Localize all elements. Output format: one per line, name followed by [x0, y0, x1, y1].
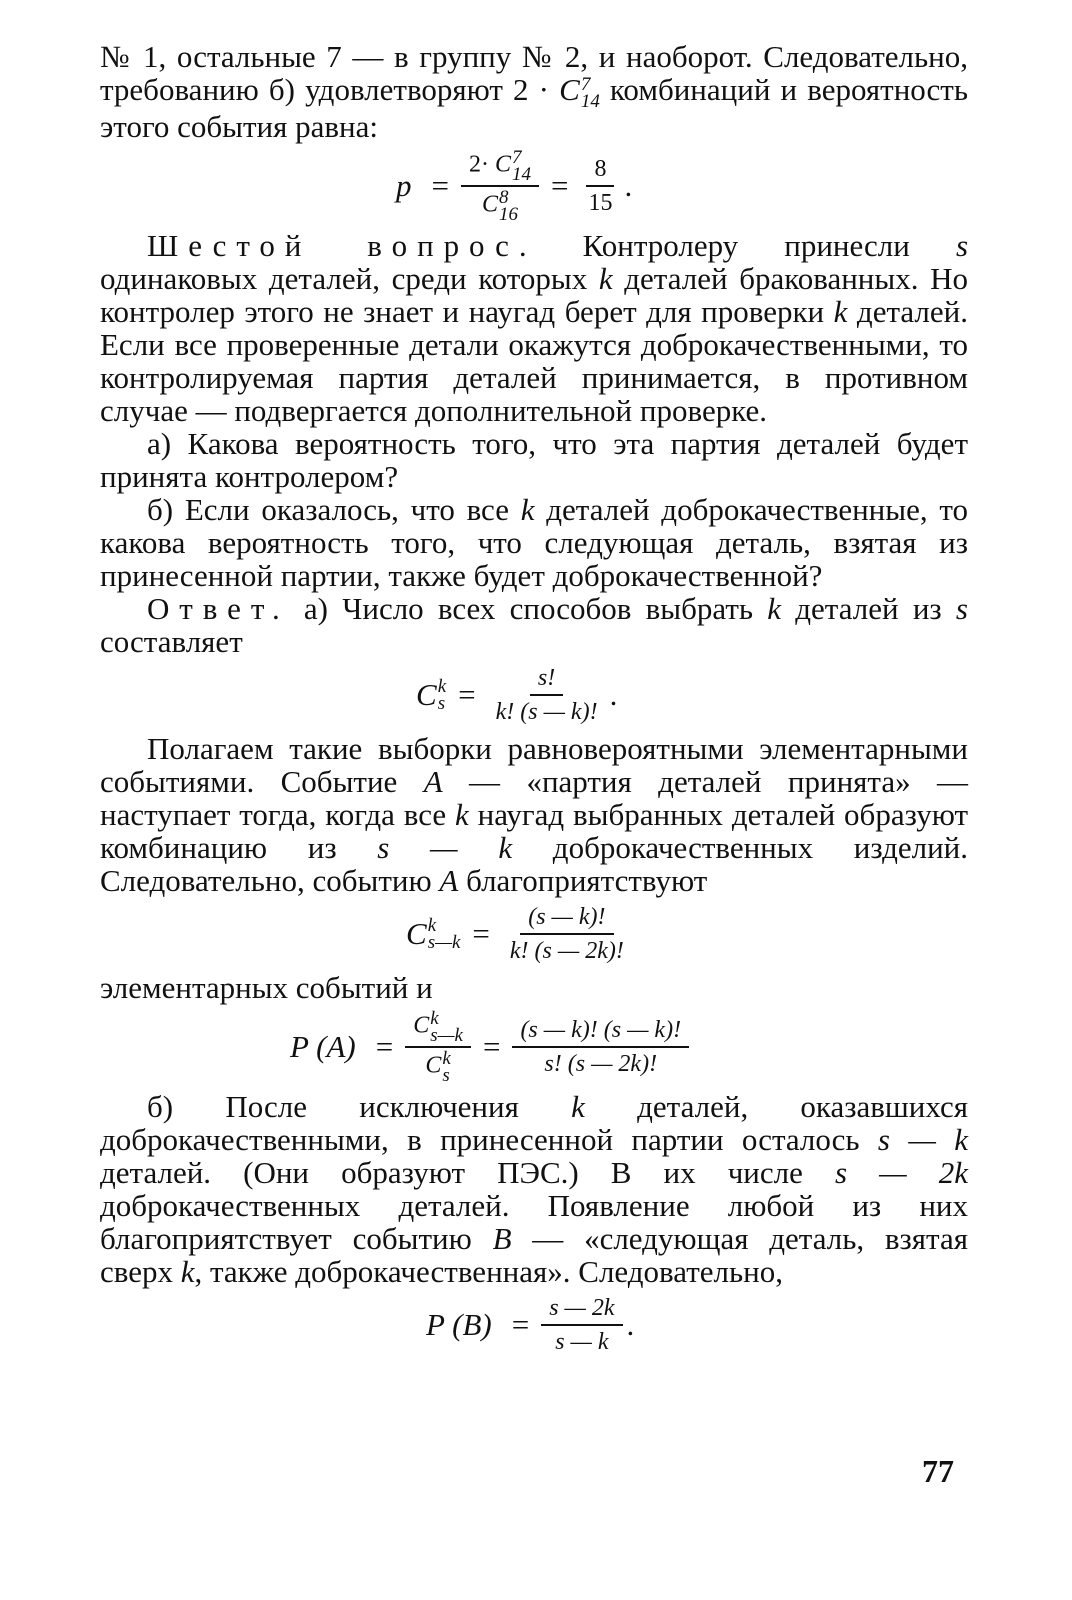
- variable: k: [520, 491, 535, 527]
- numerator: s!: [530, 664, 563, 696]
- variable: B: [492, 1220, 512, 1256]
- text: — «следующая деталь, взятая сверх: [100, 1220, 968, 1289]
- fraction: [502, 903, 632, 965]
- paragraph-b: [100, 1090, 968, 1288]
- fraction: [405, 1007, 471, 1086]
- text: — «партия деталей принята» — наступает тогда, когда все: [100, 763, 969, 832]
- section-heading: Шестой вопрос.: [147, 227, 537, 263]
- formula-pa: P (A) = C k s—k C k s = $\frac{(s — k)! (s — k)!}{s! (s — 2k)!}$: [290, 1010, 968, 1084]
- fraction: [541, 1294, 622, 1356]
- variable: k: [571, 1088, 585, 1124]
- text: Полагаем такие выборки равновероятными элементарными событиями. Событие: [100, 730, 968, 799]
- variable: s — k: [377, 829, 513, 865]
- question-b: [100, 493, 968, 592]
- variable: A: [423, 763, 443, 799]
- sup: k: [442, 1047, 451, 1069]
- answer-heading: Ответ.: [147, 590, 290, 626]
- text: деталей бракованных. Но контролер этого не знает и наугад берет для проверки: [100, 260, 968, 329]
- text: деталей доброкачественные, то какова вероятность того, что следующая деталь, взятая из принесенной партии, также будет доброкачественной?: [100, 491, 969, 593]
- paragraph-equiprobable: [100, 732, 968, 897]
- variable: k: [455, 796, 469, 832]
- formula-pb: P (B) = $\frac{s — 2k}{s — k}$ .: [426, 1294, 635, 1355]
- sup: k: [430, 1007, 439, 1029]
- numerator: 8: [586, 155, 614, 187]
- variable: s — 2k: [834, 1154, 968, 1190]
- variable: k: [833, 293, 848, 329]
- variable: A: [439, 862, 459, 898]
- text: наугад выбранных деталей образуют комбинацию из: [100, 796, 968, 865]
- paragraph-sixth-question: [100, 229, 968, 427]
- variable: s: [955, 590, 968, 626]
- formula-lhs: p: [396, 168, 412, 204]
- sub: 14: [512, 163, 531, 185]
- fraction: [488, 664, 606, 726]
- text: благоприятствуют: [458, 862, 708, 898]
- formula-favorable: C k s—k = $\frac{(s — k)!}{k! (s — 2k)!}$: [406, 903, 968, 965]
- numerator: 2· C 7 14: [461, 149, 539, 187]
- formula-lhs: P (B): [426, 1307, 492, 1343]
- sub: s—k: [427, 931, 461, 953]
- result-fraction: [580, 155, 620, 217]
- sub: 16: [499, 203, 518, 225]
- variable: s — k: [877, 1121, 968, 1157]
- sup: k: [437, 675, 447, 697]
- variable: k: [598, 260, 613, 296]
- text: доброкачественных деталей. Появление любой из них благоприятствует событию: [100, 1187, 968, 1256]
- elementary-events-text: элементарных событий и: [100, 969, 433, 1005]
- variable: k: [767, 590, 782, 626]
- denominator: C k s: [425, 1047, 451, 1086]
- denominator: s — k: [555, 1328, 609, 1355]
- denominator: k! (s — k)!: [495, 698, 598, 725]
- formula-lhs: P (A): [290, 1029, 356, 1065]
- variable: s: [955, 227, 969, 263]
- text: комбинаций и вероятность этого события равна:: [100, 72, 968, 144]
- text: Контролеру принесли: [536, 227, 956, 263]
- numerator: s — 2k: [541, 1294, 622, 1326]
- sub: s: [437, 692, 446, 714]
- answer-paragraph: [100, 592, 968, 658]
- sup: 7: [580, 73, 591, 95]
- sup: k: [427, 914, 437, 936]
- text: составляет: [100, 623, 243, 659]
- denominator: s! (s — 2k)!: [544, 1050, 658, 1077]
- coef: 2·: [468, 151, 489, 178]
- paragraph-intro: [100, 40, 968, 143]
- text: деталей, оказавшихся доброкачественными, в принесенной партии осталось: [100, 1088, 969, 1157]
- index-pair: [580, 73, 600, 112]
- denominator: C 8 16: [481, 186, 518, 225]
- text: деталей из: [781, 590, 956, 626]
- text: доброкачественных изделий. Следовательно, событию: [100, 829, 969, 898]
- fraction: [461, 146, 539, 225]
- combination-symbol: C: [559, 72, 580, 107]
- numerator: (s — k)!: [520, 903, 613, 935]
- text: б) Если оказалось, что все: [147, 491, 521, 527]
- numerator: C k s—k: [405, 1010, 471, 1048]
- text: деталей. (Они образуют ПЭС.) В их числе: [100, 1154, 835, 1190]
- sub: s: [442, 1064, 450, 1086]
- numerator: (s — k)! (s — k)!: [512, 1016, 689, 1048]
- fraction: [512, 1016, 689, 1078]
- text: № 1, остальные 7 — в группу № 2, и наоборот. Следовательно, требованию б) удовлетворяют 2 ·: [100, 39, 968, 107]
- formula-combinations: C k s = $\frac{s!}{k! (s — k)!}$ .: [416, 664, 618, 725]
- question-a: а) Какова вероятность того, что эта партия деталей будет принята контролером?: [100, 425, 968, 494]
- sup: 7: [512, 146, 522, 168]
- formula-p: p = 2· C 7 14 C 8 16 = $\frac{8}{15}$ .: [396, 146, 633, 225]
- sub: s—k: [430, 1024, 463, 1046]
- sub: 14: [580, 90, 600, 112]
- text: , также доброкачественная». Следовательно,: [194, 1253, 783, 1289]
- text: б) После исключения: [147, 1088, 572, 1124]
- variable: k: [180, 1253, 195, 1289]
- text: деталей. Если все проверенные детали окажутся доброкачественными, то контролируемая партия деталей принимается, в противном случае — подвергается дополнительной проверке.: [100, 293, 968, 428]
- text: одинаковых деталей, среди которых: [100, 260, 599, 296]
- page-number: 77: [922, 1453, 954, 1489]
- denominator: k! (s — 2k)!: [509, 937, 624, 964]
- sup: 8: [499, 186, 509, 208]
- denominator: 15: [588, 189, 613, 216]
- text: а) Число всех способов выбрать: [289, 590, 768, 626]
